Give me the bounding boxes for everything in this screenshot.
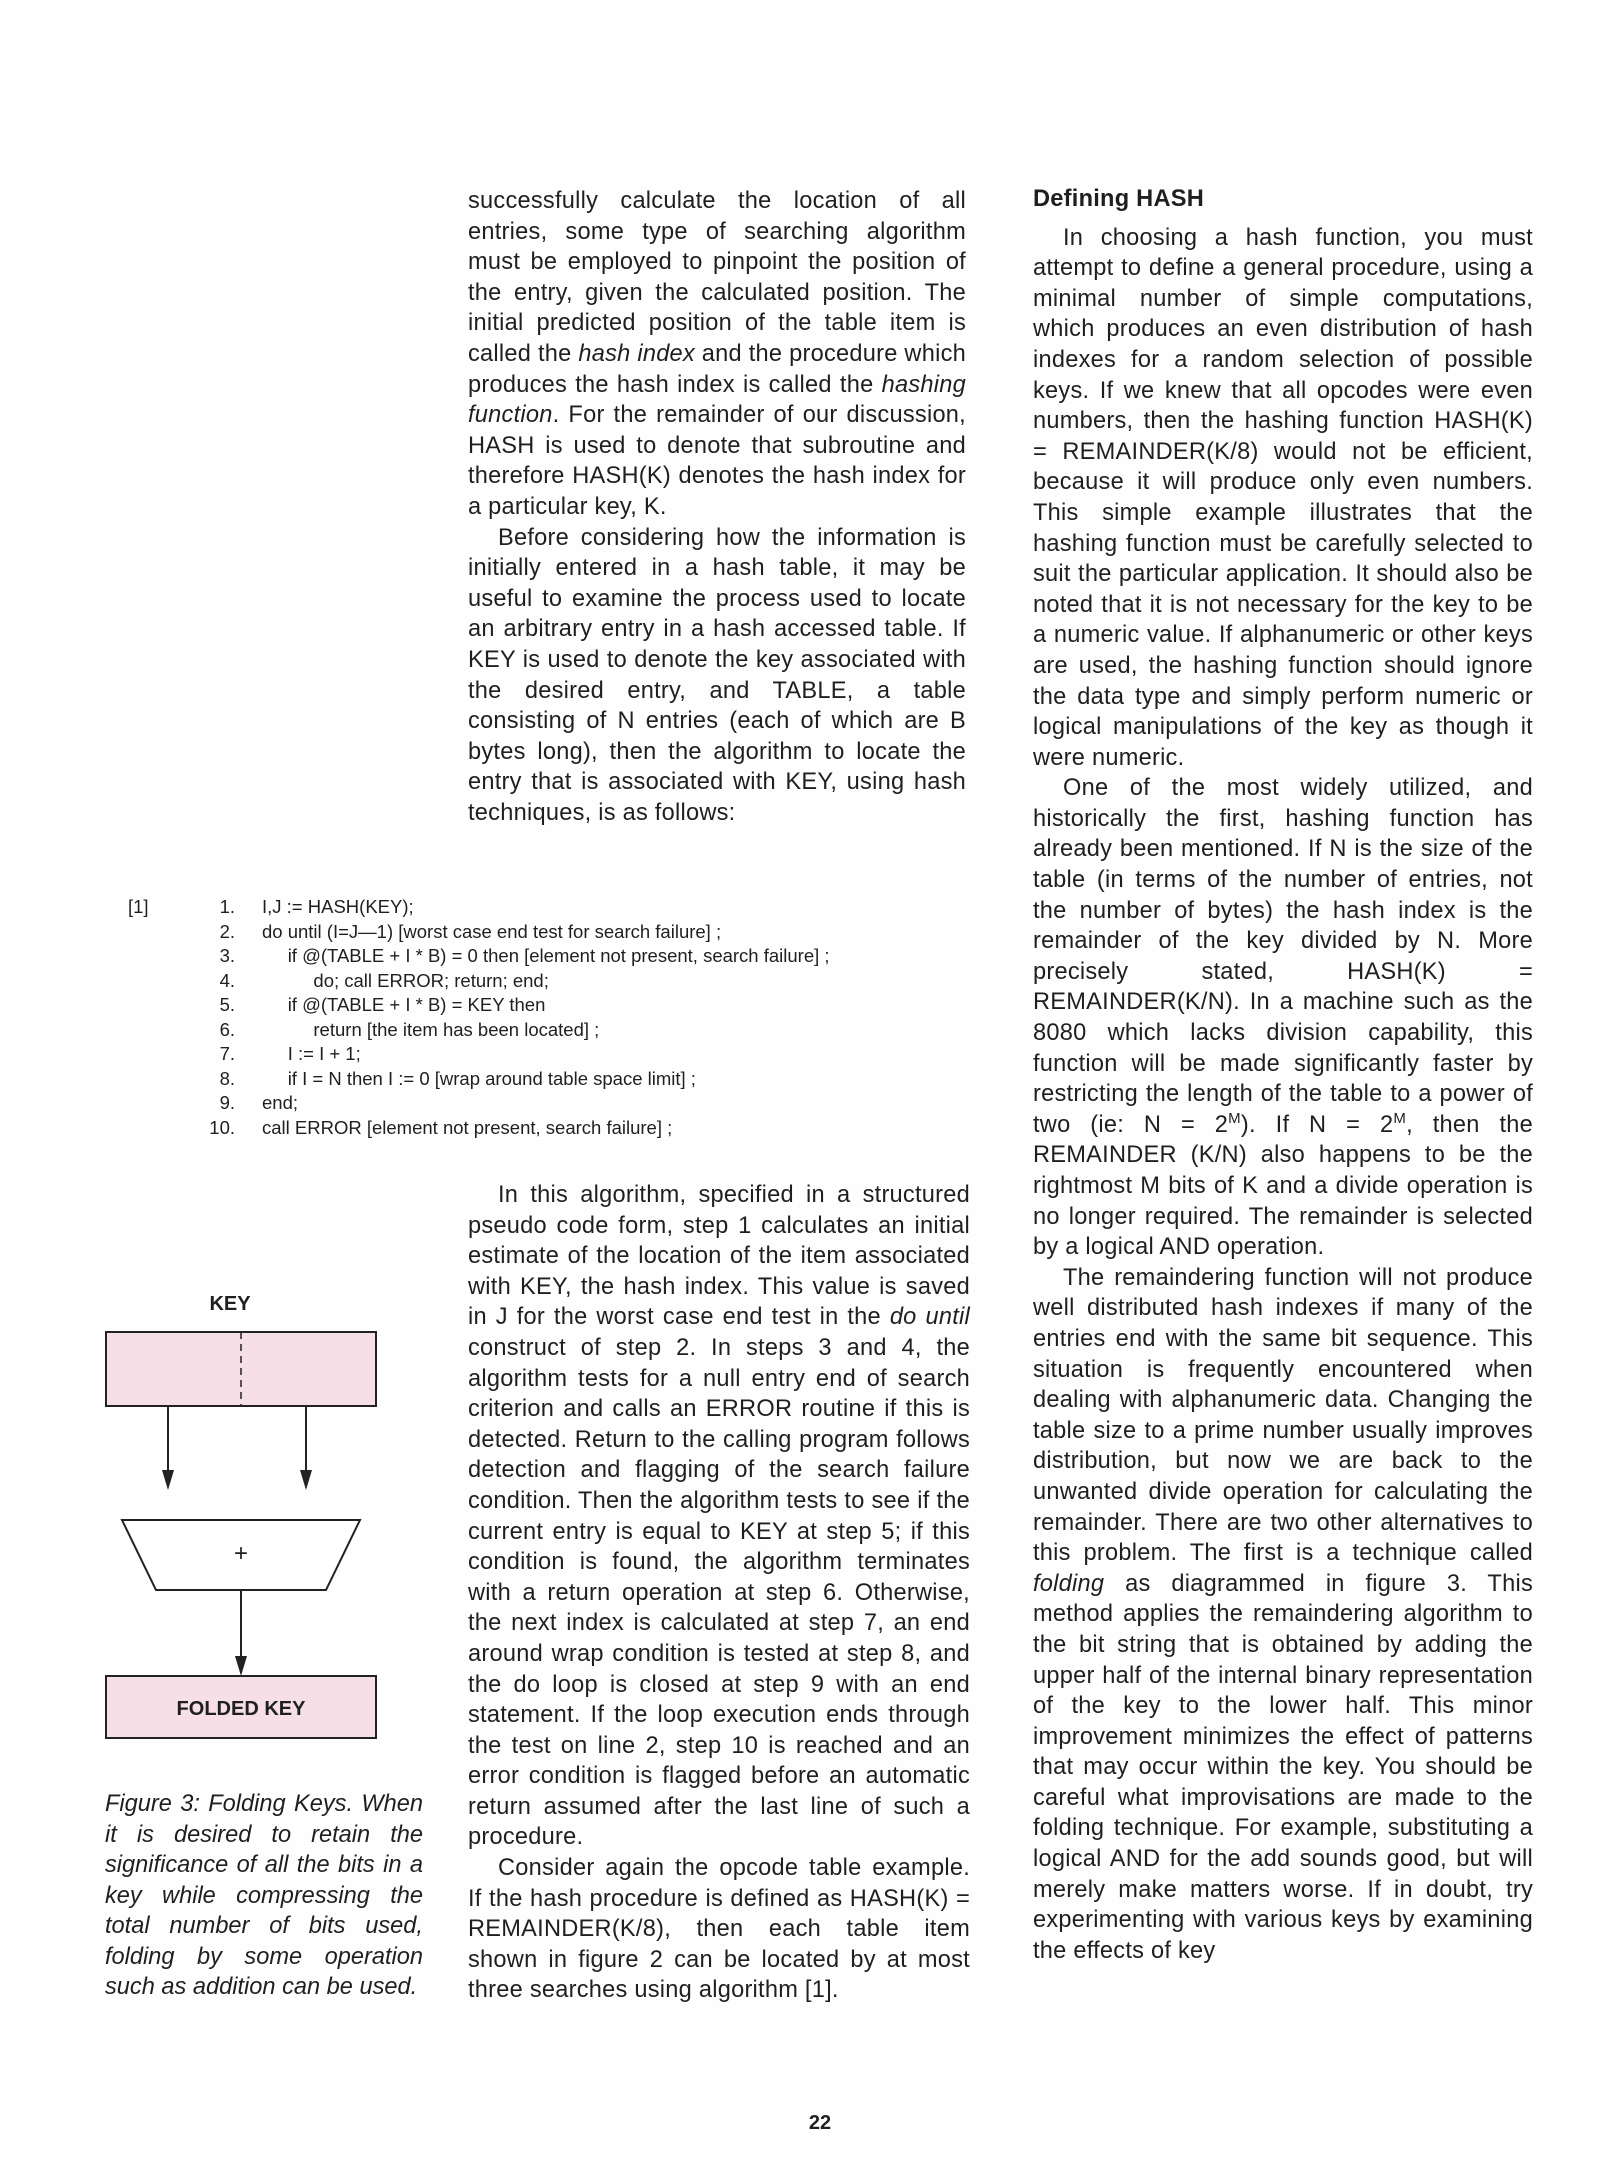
folded-key-label: FOLDED KEY <box>176 1698 306 1720</box>
algorithm-line-code: do until (I=J—1) [worst case end test for search failure] ; <box>262 920 722 942</box>
algorithm-line-code: end; <box>262 1092 299 1113</box>
algorithm-line <box>128 1042 1028 1067</box>
page-number: 22 <box>808 2112 832 2134</box>
middle-column-top <box>468 186 966 828</box>
algorithm-reference: [1] <box>128 896 149 917</box>
algorithm-line-number: 4. <box>219 969 235 991</box>
algorithm-line-number: 8. <box>219 1067 235 1089</box>
paragraph: In this algorithm, specified in a structured pseudo code form, step 1 calculates an initial estimate of the location of the item associated with KEY, the hash index. This value is saved in J for the worst case end test in the do until construct of step 2. In steps 3 and 4, the algorithm tests for a null entry end of search criterion and calls an ERROR routine if this is detected. Return to the calling program follows detection and flagging of the search failure condition. Then the algorithm tests to see if the current entry is equal to KEY at step 5; if this condition is found, the algorithm terminates with a return operation at step 6. Otherwise, the next index is calculated at step 7, an end around wrap condition is tested at step 8, and the do loop is closed at step 9 with an end statement. If the loop execution ends through the test on line 2, step 10 is reached and an error condition is flagged before an automatic return assumed after the last line of such a procedure. <box>468 1182 970 1851</box>
algorithm-line-number: 5. <box>219 994 235 1015</box>
output-arrow-head <box>235 1656 247 1676</box>
algorithm-line-code: return [the item has been located] ; <box>262 1018 600 1040</box>
algorithm-line-code: if @(TABLE + I * B) = 0 then [element not present, search failure] ; <box>262 945 830 966</box>
paragraph: In choosing a hash function, you must attempt to define a general procedure, using a minimal number of simple computations, which produces an even distribution of hash indexes for a random selection of possible keys. If we knew that all opcodes were even numbers, then the hashing function HASH(K) = REMAINDER(K/8) would not be efficient, because it will produce only even numbers. This simple example illustrates that the hashing function must be carefully selected to suit the particular application. It should also be noted that it is not necessary for the key to be a numeric value. If alphanumeric or other keys are used, the hashing function should ignore the data type and simply perform numeric or logical manipulations of the key as though it were numeric. <box>1033 224 1533 771</box>
section-heading: Defining HASH <box>1033 186 1205 212</box>
adder-symbol: + <box>233 1540 249 1567</box>
algorithm-line <box>128 993 1028 1018</box>
algorithm-line-code: do; call ERROR; return; end; <box>262 969 549 991</box>
algorithm-line <box>128 1067 1028 1092</box>
algorithm-line-number: 2. <box>219 920 235 942</box>
middle-column-bottom <box>468 1180 970 2006</box>
algorithm-line-number: 3. <box>219 945 235 966</box>
algorithm-line-number: 7. <box>219 1043 235 1064</box>
paragraph: successfully calculate the location of all entries, some type of searching algorithm must be employed to pinpoint the position of the entry, given the calculated position. The initial predicted position of the table item is called the hash index and the procedure which produces the hash index is called the hashing function. For the remainder of our discussion, HASH is used to denote that subroutine and therefore HASH(K) denotes the hash index for a particular key, K. <box>468 188 966 520</box>
algorithm-line <box>128 1091 1028 1116</box>
algorithm-line-code: call ERROR [element not present, search failure] ; <box>262 1116 673 1138</box>
paragraph: One of the most widely utilized, and historically the first, hashing function has already been mentioned. If N is the size of the table (in terms of the number of entries, not the number of bytes) the hash index is the remainder of the key divided by N. More precisely stated, HASH(K) = REMAINDER(K/N). In a machine such as the 8080 which lacks division capability, this function will be made significantly faster by restricting the length of the table to a power of two (ie: $N = 2^M$). If $N = 2^M$, then the REMAINDER (K/N) also happens to be the rightmost M bits of K and a divide operation is no longer required. The remainder is selected by a logical AND operation. <box>1033 775 1534 1261</box>
algorithm-line-code: I := I + 1; <box>262 1043 361 1064</box>
algorithm-line-code: if @(TABLE + I * B) = KEY then <box>262 994 546 1015</box>
algorithm-line <box>128 969 1028 994</box>
folding-diagram <box>100 1280 420 1740</box>
algorithm-line <box>128 944 1028 969</box>
left-arrow-head <box>162 1470 174 1490</box>
algorithm-line-code: I,J := HASH(KEY); <box>262 896 414 917</box>
algorithm-line-code: if I = N then I := 0 [wrap around table space limit] ; <box>262 1067 696 1089</box>
algorithm-line-number: 9. <box>219 1092 235 1113</box>
figure-caption: Figure 3: Folding Keys. When it is desired to retain the significance of all the bits in a key while compressing the total number of bits used, folding by some operation such as addition can be used. <box>105 1791 423 2000</box>
right-column <box>1033 184 1533 1966</box>
folding-keys-figure <box>100 1280 420 1740</box>
algorithm-line <box>128 895 1028 920</box>
algorithm-line <box>128 1018 1028 1043</box>
paragraph: Before considering how the information is initially entered in a hash table, it may be useful to examine the process used to locate an arbitrary entry in a hash accessed table. If KEY is used to denote the key associated with the desired entry, and TABLE, a table consisting of N entries (each of which are B bytes long), then the algorithm to locate the entry that is associated with KEY, using hash techniques, is as follows: <box>468 524 966 826</box>
algorithm-line-number: 1. <box>219 896 235 917</box>
algorithm-line <box>128 920 1028 945</box>
paragraph: The remaindering function will not produce well distributed hash indexes if many of the entries end with the same bit sequence. This situation is frequently encountered when dealing with alphanumeric data. Changing the table size to a prime number usually improves distribution, but now we are back to the unwanted divide operation for calculating the remainder. There are two other alternatives to this problem. The first is a technique called folding as diagrammed in figure 3. This method applies the remaindering algorithm to the bit string that is obtained by adding the upper half of the internal binary representation of the key to the lower half. This minor improvement minimizes the effect of patterns that may occur within the key. You should be careful what improvisations are made to the folding technique. For example, substituting a logical AND for the add sounds good, but will merely make matters worse. If in doubt, try experimenting with various keys by examining the effects of key <box>1033 1264 1533 1964</box>
algorithm-line <box>128 1116 1028 1141</box>
algorithm-line-number: 10. <box>209 1116 235 1138</box>
key-label: KEY <box>209 1293 251 1315</box>
algorithm-listing <box>128 895 1028 1140</box>
paragraph: Consider again the opcode table example. If the hash procedure is defined as HASH(K) = REMAINDER(K/8), then each table item shown in figure 2 can be located by at most three searches using algorithm [1]. <box>468 1855 970 2004</box>
algorithm-line-number: 6. <box>219 1018 235 1040</box>
right-arrow-head <box>300 1470 312 1490</box>
